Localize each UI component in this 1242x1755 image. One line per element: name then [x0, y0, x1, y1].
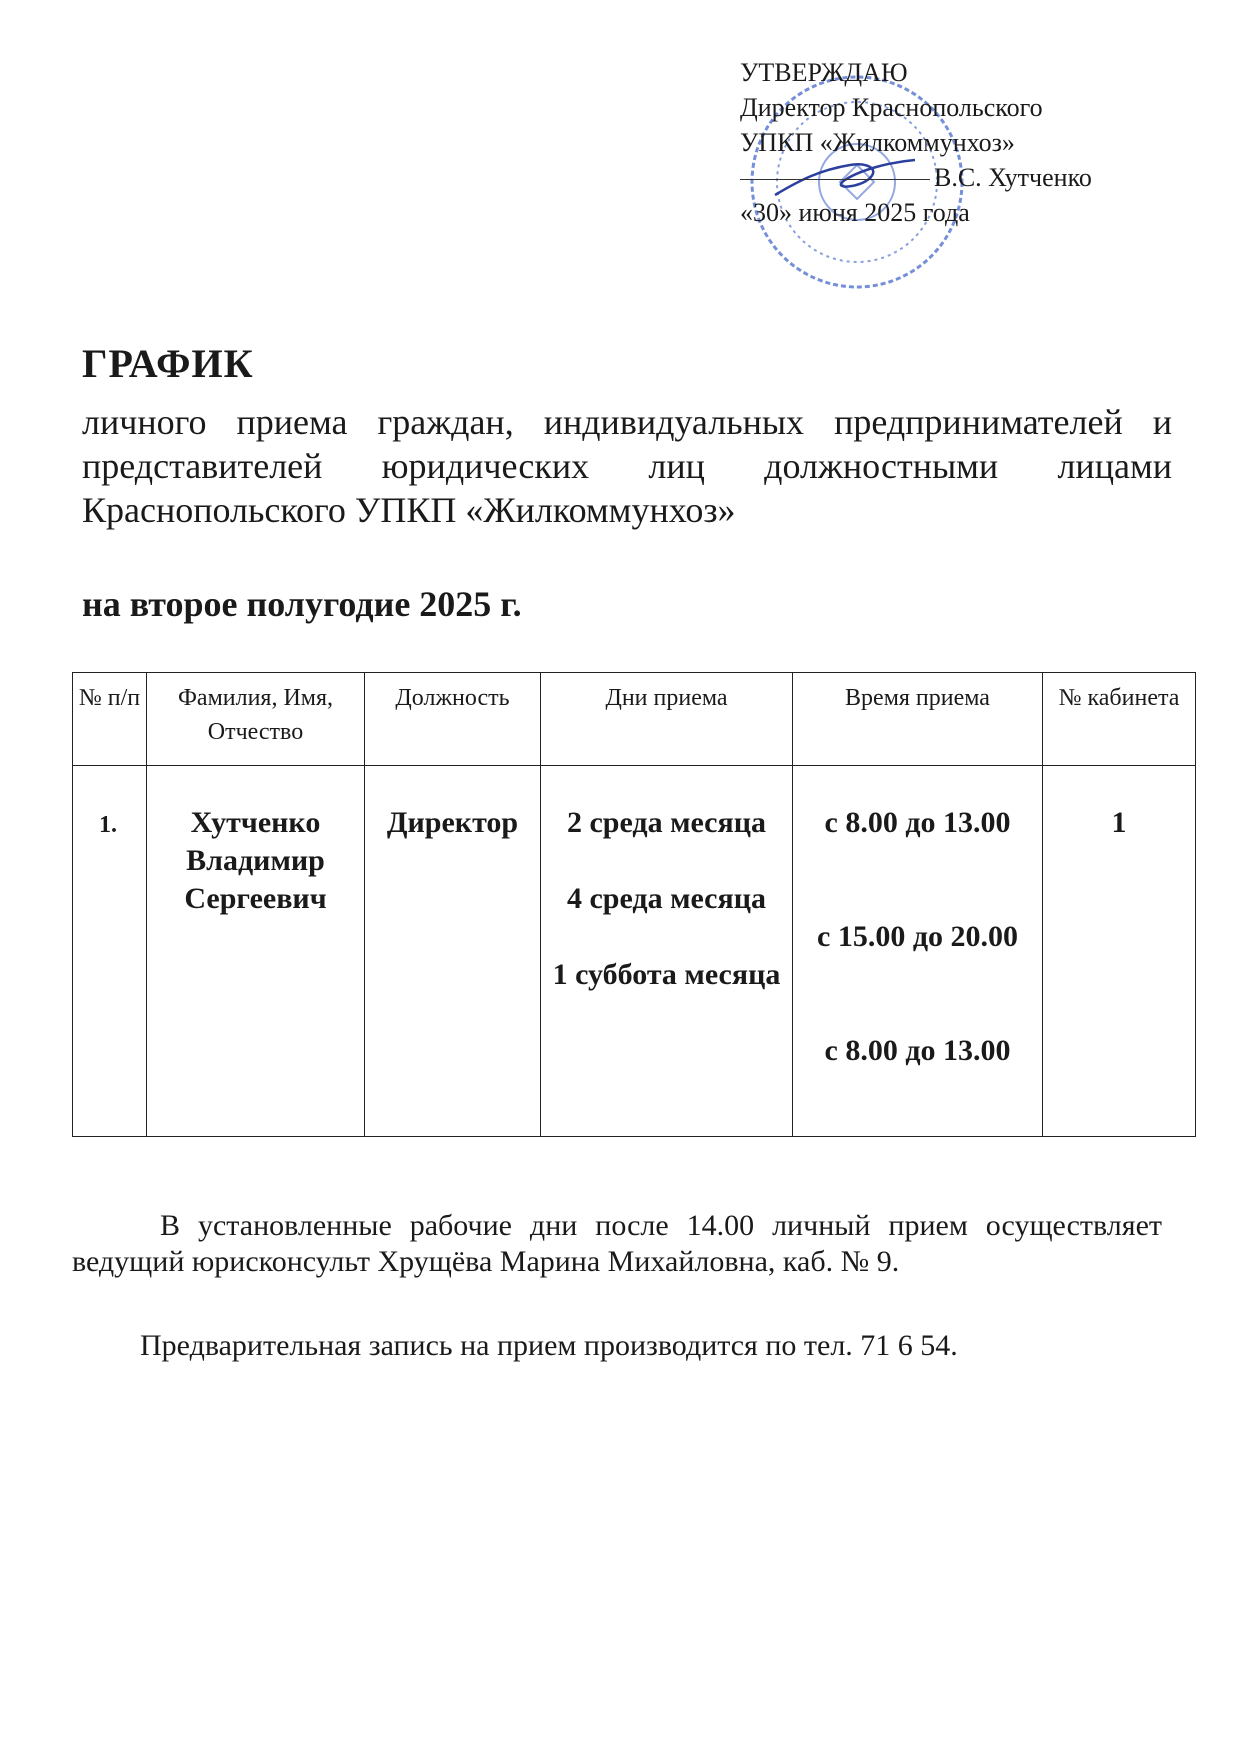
approval-heading: УТВЕРЖДАЮ — [740, 58, 908, 87]
time-slot: с 8.00 до 13.00 — [824, 806, 1011, 839]
row-name: Хутченко Владимир Сергеевич — [147, 766, 365, 1137]
time-slot: с 15.00 до 20.00 — [817, 920, 1018, 953]
row-position: Директор — [365, 766, 541, 1137]
header-num: № п/п — [73, 673, 147, 766]
approval-signer: В.С. Хутченко — [934, 163, 1092, 192]
time-slot: с 8.00 до 13.00 — [824, 1034, 1011, 1067]
row-office: 1 — [1043, 766, 1196, 1137]
row-days — [541, 766, 793, 1137]
header-days: Дни приема — [541, 673, 793, 766]
header-position: Должность — [365, 673, 541, 766]
approval-organization: УПКП «Жилкоммунхоз» — [740, 128, 1015, 157]
row-times — [793, 766, 1043, 1137]
header-name: Фамилия, Имя, Отчество — [147, 673, 365, 766]
note-paragraph — [72, 1208, 1162, 1280]
approval-position: Директор Краснопольского — [740, 93, 1043, 122]
day-slot: 2 среда месяца — [566, 806, 767, 839]
day-slot: 1 суббота месяца — [552, 958, 781, 991]
table-header-row — [73, 673, 1196, 766]
schedule-table — [72, 672, 1196, 1137]
header-time: Время приема — [793, 673, 1043, 766]
booking-paragraph: Предварительная запись на прием производится по тел. 71 6 54. — [140, 1329, 958, 1362]
approval-signature-line — [740, 160, 1160, 195]
document-subtitle: личного приема граждан, индивидуальных предпринимателей и представителей юридических лиц должностными лицами Краснопольского УПКП «Жилкоммунхоз» — [82, 402, 1172, 530]
day-slot: 4 среда месяца — [566, 882, 767, 915]
note-text: В установленные рабочие дни после 14.00 личный прием осуществляет ведущий юрисконсульт Хрущёва Марина Михайловна, каб. № 9. — [72, 1209, 1162, 1278]
row-num: 1. — [73, 766, 147, 1137]
approval-date: «30» июня 2025 года — [740, 198, 970, 227]
table-row — [73, 766, 1196, 1137]
document-title: ГРАФИК — [82, 341, 254, 386]
document-period: на второе полугодие 2025 г. — [82, 584, 522, 624]
approval-block — [740, 55, 1160, 230]
header-office: № кабинета — [1043, 673, 1196, 766]
signature-blank — [740, 179, 930, 180]
